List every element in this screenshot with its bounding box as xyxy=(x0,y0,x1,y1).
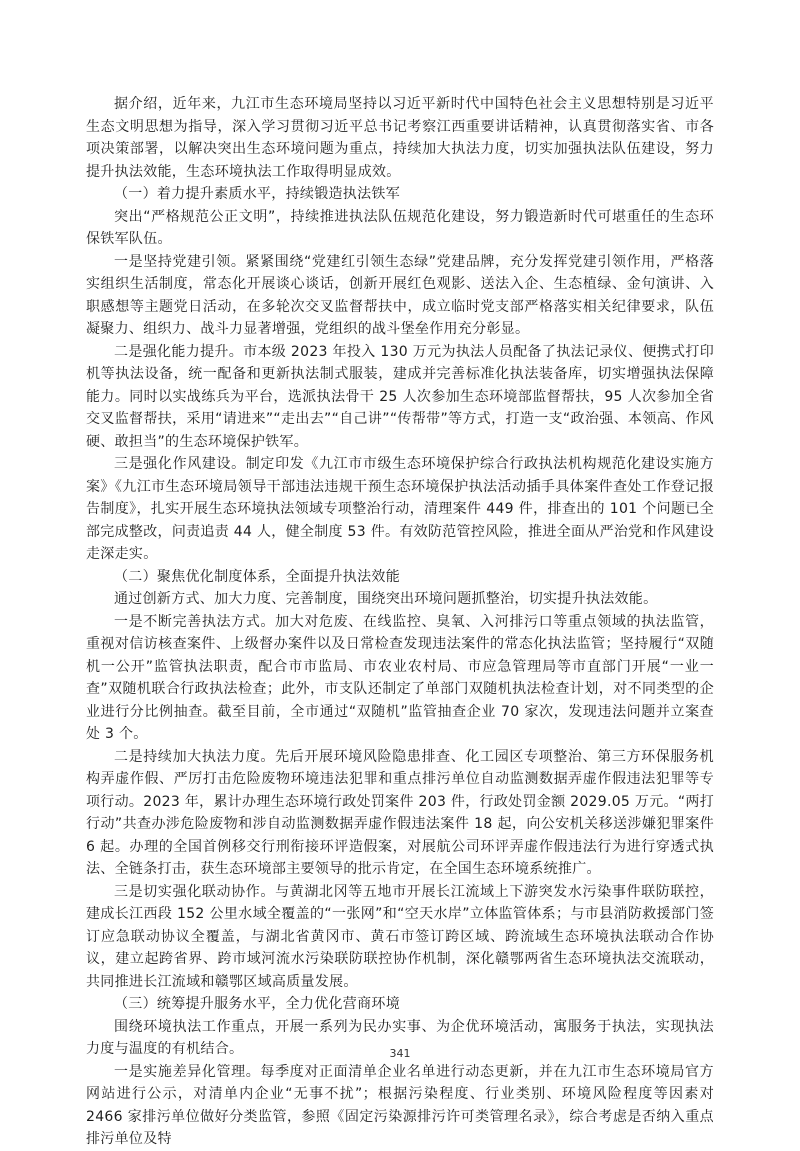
paragraph: 一是实施差异化管理。每季度对正面清单企业名单进行动态更新，并在九江市生态环境局官方网站进行公示，对清单内企业“无事不扰”；根据污染程度、行业类别、环境风险程度等因素对 2466 家排污单位做好分类监管，参照《固定污染源排污许可类管理名录》，综合考虑是否纳入重点排污单位及特 xyxy=(86,1063,714,1147)
paragraph: 二是持续加大执法力度。先后开展环境风险隐患排查、化工园区专项整治、第三方环保服务机构弄虚作假、严厉打击危险废物环境违法犯罪和重点排污单位自动监测数据弄虚作假违法犯罪等专项行动。2023 年，累计办理生态环境行政处罚案件 203 件，行政处罚金额 2029.05 万元。“两打行动”共查办涉危险废物和涉自动监测数据弄虚作假违法案件 18 起，向公安机关移送涉嫌犯罪案件 6 起。办理的全国首例移交行刑衔接环评造假案，对展航公司环评弄虚作假违法行为进行穿透式执法、全链条打击，获生态环境部主要领导的批示肯定，在全国生态环境系统推广。 xyxy=(86,748,714,877)
paragraph: 二是强化能力提升。市本级 2023 年投入 130 万元为执法人员配备了执法记录仪、便携式打印机等执法设备，统一配备和更新执法制式服装，建成并完善标准化执法装备库，切实增强执法保障能力。同时以实战练兵为平台，选派执法骨干 25 人次参加生态环境部监督帮扶，95 人次参加全省交叉监督帮扶，采用“请进来”“走出去”“自己讲”“传帮带”等方式，打造一支“政治强、本领高、作风硬、敢担当”的生态环境保护铁军。 xyxy=(86,343,714,450)
paragraph: 一是不断完善执法方式。加大对危废、在线监控、臭氧、入河排污口等重点领域的执法监管，重视对信访核查案件、上级督办案件以及日常检查发现违法案件的常态化执法监管；坚持履行“双随机一公开”监管执法职责，配合市市监局、市农业农村局、市应急管理局等市直部门开展“一业一查”双随机联合行政执法检查；此外，市支队还制定了单部门双随机执法检查计划，对不同类型的企业进行分比例抽查。截至目前，全市通过“双随机”监管抽查企业 70 家次，发现违法问题并立案查处 3 个。 xyxy=(86,613,714,742)
paragraph: 围绕环境执法工作重点，开展一系列为民办实事、为企优环境活动，寓服务于执法，实现执法力度与温度的有机结合。 xyxy=(86,1018,714,1057)
intro-paragraph: 据介绍，近年来，九江市生态环境局坚持以习近平新时代中国特色社会主义思想特别是习近平生态文明思想为指导，深入学习贯彻习近平总书记考察江西重要讲话精神，认真贯彻落实省、市各项决策部署，以解决突出生态环境问题为重点，持续加大执法力度，切实加强执法队伍建设，努力提升执法效能，生态环境执法工作取得明显成效。 xyxy=(86,96,714,180)
paragraph: 一是坚持党建引领。紧紧围绕“党建红引领生态绿”党建品牌，充分发挥党建引领作用，严格落实组织生活制度，常态化开展谈心谈话，创新开展红色观影、送法入企、生态植绿、金句演讲、入职感想等主题党日活动，在多轮次交叉监督帮扶中，成立临时党支部严格落实相关纪律要求，队伍凝聚力、组织力、战斗力显著增强，党组织的战斗堡垒作用充分彰显。 xyxy=(86,253,714,337)
paragraph: 通过创新方式、加大力度、完善制度，围绕突出环境问题抓整治，切实提升执法效能。 xyxy=(114,591,658,607)
paragraph: 三是强化作风建设。制定印发《九江市市级生态环境保护综合行政执法机构规范化建设实施方案》《九江市生态环境局领导干部违法违规干预生态环境保护执法活动插手具体案件查处工作登记报告制度》，扎实开展生态环境执法领域专项整治行动，清理案件 449 件，排查出的 101 个问题已全部完成整改，问责追责 44 人，健全制度 53 件。有效防范管控风险，推进全面从严治党和作风建设走深走实。 xyxy=(86,456,714,562)
section-heading-2: （二）聚焦优化制度体系，全面提升执法效能 xyxy=(114,568,400,585)
section-heading-1: （一）着力提升素质水平，持续锻造执法铁军 xyxy=(114,186,400,202)
paragraph: 三是切实强化联动协作。与黄湖北冈等五地市开展长江流域上下游突发水污染事件联防联控，建成长江西段 152 公里水域全覆盖的“一张网”和“空天水岸”立体监管体系；与市县消防救援部门签订应急联动协议全覆盖，与湖北省黄冈市、黄石市签订跨区域、跨流域生态环境执法联动合作协议，建立起跨省界、跨市域河流水污染联防联控协作机制，深化赣鄂两省生态环境执法交流联动，共同推进长江流域和赣鄂区域高质量发展。 xyxy=(86,883,714,990)
section-heading-3: （三）统筹提升服务水平，全力优化营商环境 xyxy=(114,996,400,1012)
page-number: 341 xyxy=(389,1047,411,1060)
paragraph: 突出“严格规范公正文明”，持续推进执法队伍规范化建设，努力锻造新时代可堪重任的生态环保铁军队伍。 xyxy=(86,208,714,247)
